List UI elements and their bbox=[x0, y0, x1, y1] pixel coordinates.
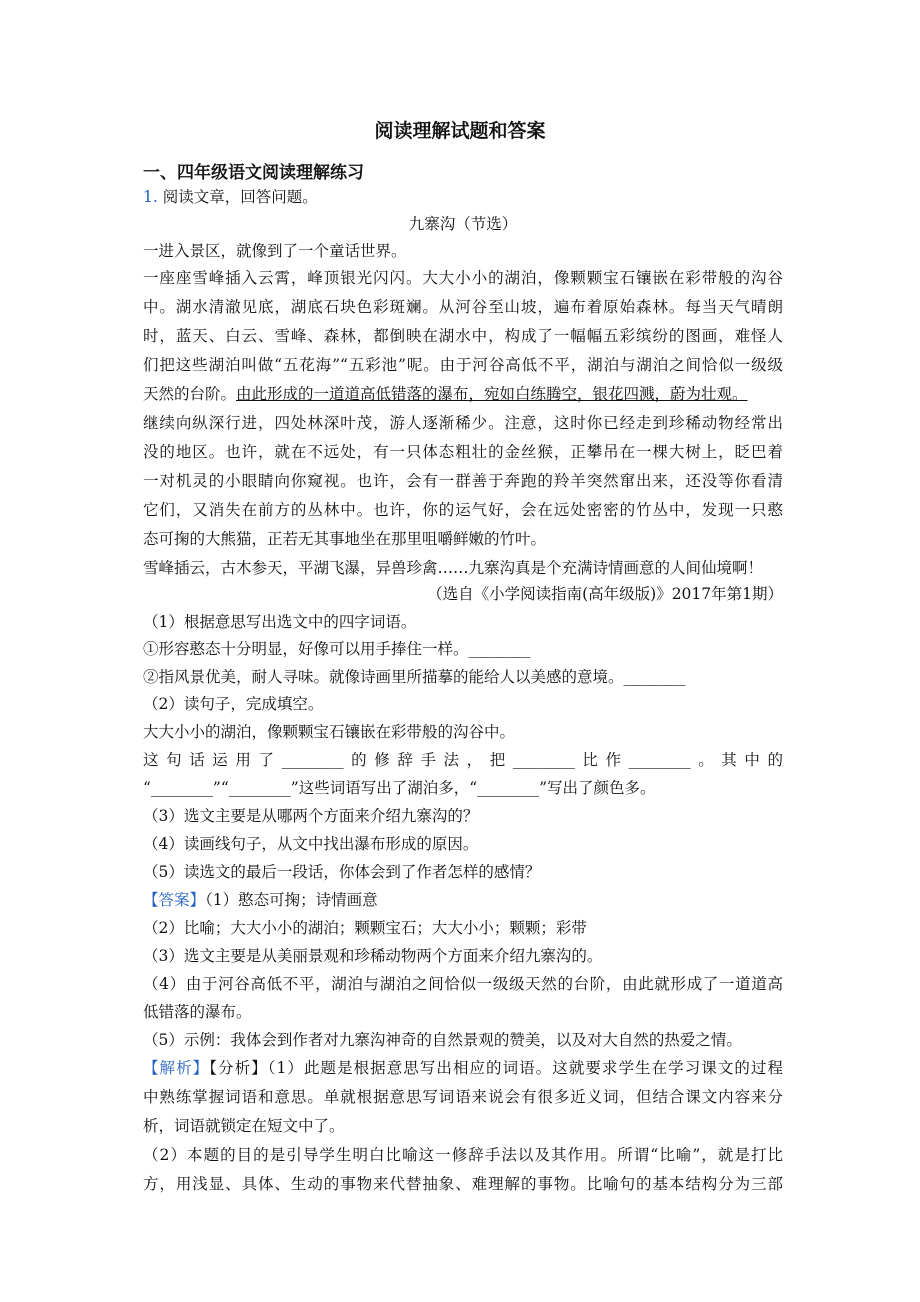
passage-line: 时，蓝天、白云、雪峰、森林，都倒映在湖水中，构成了一幅幅五彩缤纷的图画，难怪人 bbox=[143, 327, 783, 345]
question-1: （1）根据意思写出选文中的四字词语。 bbox=[143, 613, 417, 631]
answer-text: （1）憨态可掬；诗情画意 bbox=[205, 891, 378, 909]
answer-4: （4）由于河谷高低不平，湖泊与湖泊之间恰似一级级天然的台阶，由此就形成了一道道高 bbox=[143, 975, 783, 993]
question-3: （3）选文主要是从哪两个方面来介绍九寨沟的？ bbox=[143, 807, 479, 825]
passage-source: （选自《小学阅读指南(高年级版)》2017年第1期） bbox=[427, 585, 783, 603]
analysis-line: 析，词语就锁定在短文中了。 bbox=[143, 1117, 345, 1135]
question-intro-line bbox=[143, 187, 783, 207]
question-1b: ②指风景优美，耐人寻味。就像诗画里所描摹的能给人以美感的意境。________ bbox=[143, 668, 686, 686]
passage-line: 一座座雪峰插入云霄，峰顶银光闪闪。大大小小的湖泊，像颗颗宝石镶嵌在彩带般的沟谷 bbox=[143, 269, 783, 287]
section-heading: 一、四年级语文阅读理解练习 bbox=[143, 163, 364, 183]
question-5: （5）读选文的最后一段话，你体会到了作者怎样的感情？ bbox=[143, 863, 541, 881]
question-2-fill: “________”“________”这些词语写出了湖泊多，“________”写出了颜色多。 bbox=[143, 779, 656, 797]
answer-line bbox=[143, 890, 783, 910]
passage-line: 态可掬的大熊猫，正若无其事地坐在那里咀嚼鲜嫩的竹叶。 bbox=[143, 530, 547, 548]
analysis-line: （2）本题的目的是引导学生明白比喻这一修辞手法以及其作用。所谓“比喻”，就是打比 bbox=[143, 1146, 783, 1164]
passage-line: 没的地区。也许，就在不远处，有一只体态粗壮的金丝猴，正攀吊在一棵大树上，眨巴着 bbox=[143, 443, 783, 461]
answer-4: 低错落的瀑布。 bbox=[143, 1003, 252, 1021]
question-2-fill: 这句话运用了________的修辞手法，把________比作________。其中的 bbox=[143, 751, 783, 769]
passage-text: 天然的台阶。 bbox=[143, 385, 237, 403]
answer-2: （2）比喻；大大小小的湖泊；颗颗宝石；大大小小；颗颗；彩带 bbox=[143, 919, 587, 937]
passage-title: 九寨沟（节选） bbox=[408, 215, 518, 233]
answer-3: （3）选文主要是从美丽景观和珍稀动物两个方面来介绍九寨沟的。 bbox=[143, 947, 603, 965]
passage-line: 继续向纵深行进，四处林深叶茂，游人逐渐稀少。注意，这时你已经走到珍稀动物经常出 bbox=[143, 414, 783, 432]
passage-paragraph-1: 一进入景区，就像到了一个童话世界。 bbox=[143, 242, 407, 260]
passage-line: 们把这些湖泊叫做“五花海”“五彩池”呢。由于河谷高低不平，湖泊与湖泊之间恰似一级级 bbox=[143, 356, 783, 374]
analysis-line bbox=[143, 1058, 783, 1078]
passage-line: 一对机灵的小眼睛向你窥视。也许，会有一群善于奔跑的羚羊突然窜出来，还没等你看清 bbox=[143, 472, 783, 490]
question-4: （4）读画线句子，从文中找出瀑布形成的原因。 bbox=[143, 835, 479, 853]
analysis-line: 方，用浅显、具体、生动的事物来代替抽象、难理解的事物。比喻句的基本结构分为三部 bbox=[143, 1175, 783, 1193]
passage-line: 它们，又消失在前方的丛林中。也许，你的运气好，会在远处密密的竹丛中，发现一只憨 bbox=[143, 501, 783, 519]
underlined-sentence: 由此形成的一道道高低错落的瀑布，宛如白练腾空，银花四溅，蔚为壮观。 bbox=[236, 385, 748, 403]
answer-label: 【答案】 bbox=[143, 891, 206, 909]
question-number: 1. bbox=[143, 188, 158, 206]
answer-5: （5）示例：我体会到作者对九寨沟神奇的自然景观的赞美，以及对大自然的热爱之情。 bbox=[143, 1031, 742, 1049]
question-2-sentence: 大大小小的湖泊，像颗颗宝石镶嵌在彩带般的沟谷中。 bbox=[143, 723, 516, 741]
question-1a: ①形容憨态十分明显，好像可以用手捧住一样。________ bbox=[143, 640, 531, 658]
passage-line bbox=[143, 384, 783, 404]
analysis-text: 【分析】（1）此题是根据意思写出相应的词语。这就要求学生在学习课文的过程 bbox=[209, 1059, 783, 1077]
analysis-label: 【解析】 bbox=[143, 1059, 210, 1077]
analysis-line: 中熟练掌握词语和意思。单就根据意思写词语来说会有很多近义词，但结合课文内容来分 bbox=[143, 1088, 783, 1106]
passage-paragraph-4: 雪峰插云，古木参天，平湖飞瀑，异兽珍禽……九寨沟真是个充满诗情画意的人间仙境啊！ bbox=[143, 559, 764, 577]
passage-line: 中。湖水清澈见底，湖底石块色彩斑斓。从河谷至山坡，遍布着原始森林。每当天气晴朗 bbox=[143, 298, 783, 316]
page-title: 阅读理解试题和答案 bbox=[374, 120, 546, 142]
question-2: （2）读句子，完成填空。 bbox=[143, 695, 324, 713]
question-intro: 阅读文章，回答问题。 bbox=[162, 188, 318, 206]
